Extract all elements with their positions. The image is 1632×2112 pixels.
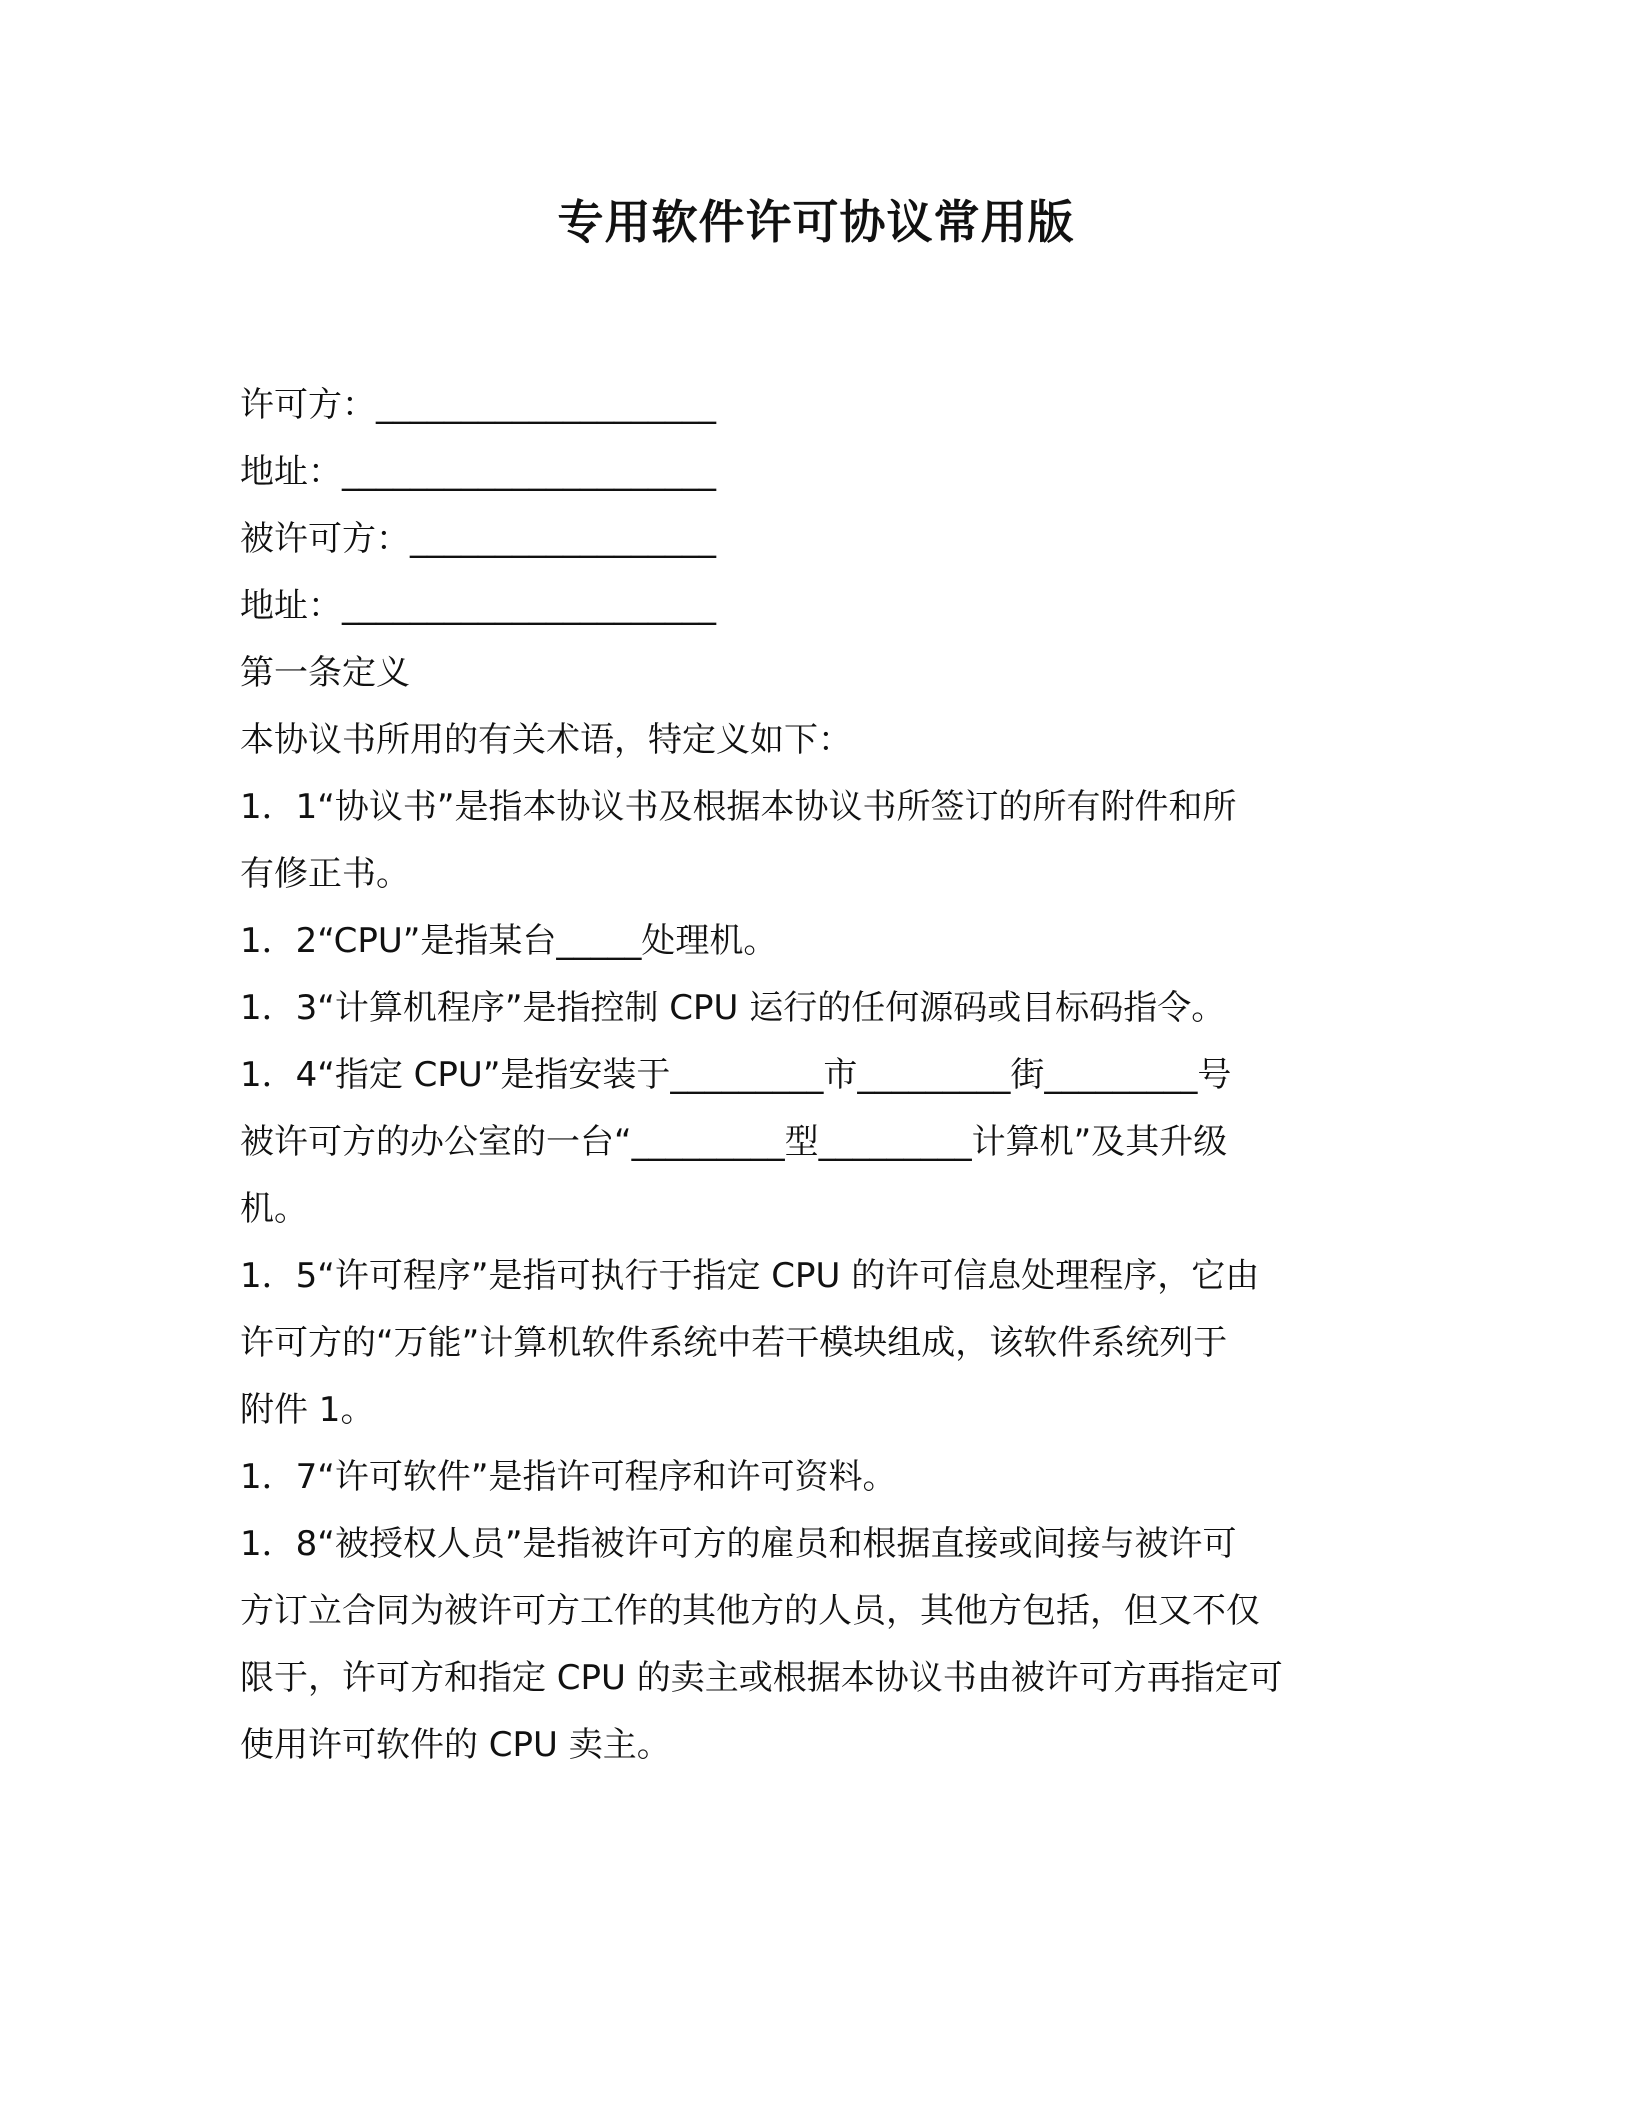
- clause-1-4-line-3: 机。: [240, 1189, 308, 1229]
- licensor-address-line: 地址：______________________: [240, 452, 716, 492]
- clause-1-8-line-2: 方订立合同为被许可方工作的其他方的人员，其他方包括，但又不仅: [240, 1591, 1260, 1631]
- clause-1-4-line-1: 1．4“指定 CPU”是指安装于_________市_________街_________号: [240, 1055, 1232, 1095]
- clause-1-8-line-1: 1．8“被授权人员”是指被许可方的雇员和根据直接或间接与被许可: [240, 1524, 1237, 1564]
- licensee-line: 被许可方：__________________: [240, 519, 716, 559]
- definitions-intro: 本协议书所用的有关术语，特定义如下：: [240, 720, 852, 760]
- clause-1-2: 1．2“CPU”是指某台_____处理机。: [240, 921, 778, 961]
- clause-1-1-line-1: 1．1“协议书”是指本协议书及根据本协议书所签订的所有附件和所: [240, 787, 1237, 827]
- clause-1-8-line-3: 限于，许可方和指定 CPU 的卖主或根据本协议书由被许可方再指定可: [240, 1658, 1283, 1698]
- clause-1-4-line-2: 被许可方的办公室的一台“_________型_________计算机”及其升级: [240, 1122, 1228, 1162]
- clause-1-1-line-2: 有修正书。: [240, 854, 410, 894]
- clause-1-3: 1．3“计算机程序”是指控制 CPU 运行的任何源码或目标码指令。: [240, 988, 1226, 1028]
- clause-1-8-line-4: 使用许可软件的 CPU 卖主。: [240, 1725, 671, 1765]
- clause-1-7: 1．7“许可软件”是指许可程序和许可资料。: [240, 1457, 897, 1497]
- clause-1-5-line-2: 许可方的“万能”计算机软件系统中若干模块组成，该软件系统列于: [240, 1323, 1228, 1363]
- licensor-line: 许可方：____________________: [240, 385, 716, 425]
- clause-1-5-line-1: 1．5“许可程序”是指可执行于指定 CPU 的许可信息处理程序，它由: [240, 1256, 1260, 1296]
- document-body: [240, 372, 1390, 1779]
- clause-1-5-line-3: 附件 1。: [240, 1390, 375, 1430]
- licensee-address-line: 地址：______________________: [240, 586, 716, 626]
- document-title: 专用软件许可协议常用版: [557, 195, 1075, 249]
- article-one-heading: 第一条定义: [240, 653, 410, 693]
